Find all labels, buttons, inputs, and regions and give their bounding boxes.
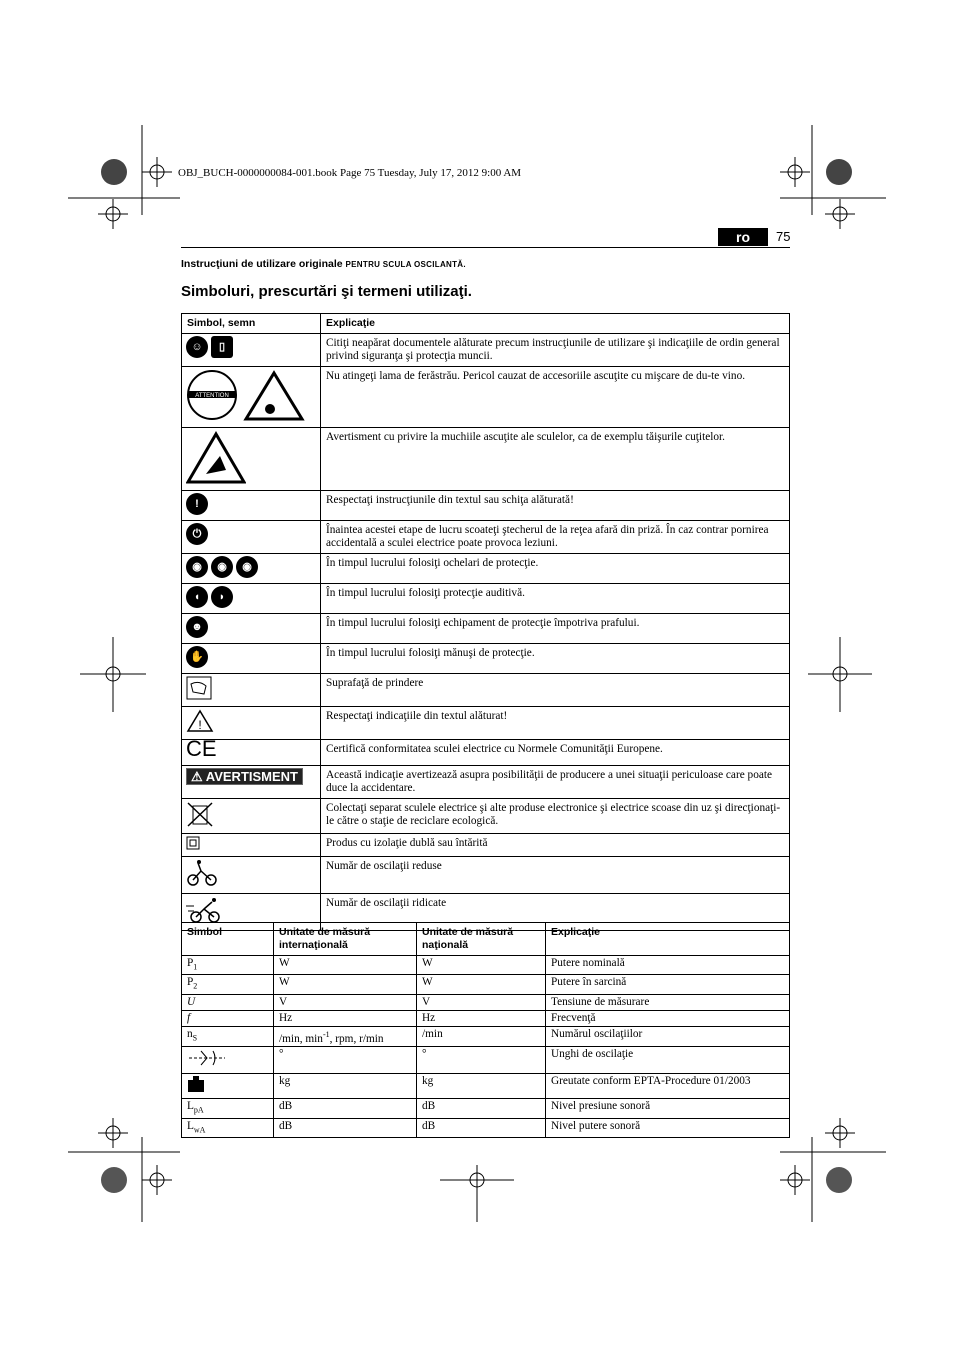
table-row <box>182 1026 790 1047</box>
attention-blade-icon <box>182 367 321 428</box>
table-row <box>182 367 790 428</box>
symbol-cell: $L_{wA}$ <box>182 1118 274 1137</box>
row-text: Număr de oscilaţii ridicate <box>321 894 790 931</box>
oscillation-angle-icon <box>182 1047 274 1074</box>
svg-text:!: ! <box>198 718 202 732</box>
explanation-cell: Nivel putere sonoră <box>546 1118 790 1137</box>
row-text: Suprafaţă de prindere <box>321 674 790 707</box>
table-row <box>182 674 790 707</box>
row-text: Număr de oscilaţii reduse <box>321 857 790 894</box>
avertisment-label: AVERTISMENT <box>205 769 299 784</box>
table-header-row <box>182 923 790 956</box>
natl-cell: ° <box>417 1047 546 1074</box>
col-header-symbol: Simbol <box>182 923 274 956</box>
intl-cell: Hz <box>274 1010 417 1026</box>
row-text: Înaintea acestei etape de lucru scoateţi ştecherul de la reţea afară din priză. În caz contrar pornirea accidentală a sculei electrice poate provoca leziuni. <box>321 521 790 554</box>
natl-cell: W <box>417 956 546 975</box>
row-text: În timpul lucrului folosiţi ochelari de protecţie. <box>321 554 790 584</box>
col-header-natl-unit: Unitate de măsură naţională <box>417 923 546 956</box>
table-row <box>182 614 790 644</box>
explanation-cell: Tensiune de măsurare <box>546 994 790 1010</box>
row-text: În timpul lucrului folosiţi protecţie auditivă. <box>321 584 790 614</box>
weee-bin-icon <box>182 799 321 834</box>
intl-cell: kg <box>274 1074 417 1099</box>
intl-cell: ° <box>274 1047 417 1074</box>
dust-mask-icon: ☻ <box>182 614 321 644</box>
symbols-table <box>181 313 790 931</box>
col-header-symbol: Simbol, semn <box>182 314 321 334</box>
natl-cell: Hz <box>417 1010 546 1026</box>
symbol-cell: $P_1$ <box>182 956 274 975</box>
table-row <box>182 834 790 857</box>
col-header-explanation: Explicaţie <box>546 923 790 956</box>
intl-cell: dB <box>274 1099 417 1118</box>
table-row <box>182 956 790 975</box>
row-text: În timpul lucrului folosiţi mănuşi de protecţie. <box>321 644 790 674</box>
warning-triangle-icon <box>182 707 321 740</box>
row-text: Produs cu izolaţie dublă sau întărită <box>321 834 790 857</box>
col-header-intl-unit: Unitate de măsură internaţională <box>274 923 417 956</box>
row-text: În timpul lucrului folosiţi echipament de protecţie împotriva prafului. <box>321 614 790 644</box>
row-text: Respectaţi indicaţiile din textul alăturat! <box>321 707 790 740</box>
table-row <box>182 491 790 521</box>
symbol-cell: $n_S$ <box>182 1026 274 1047</box>
table-row <box>182 740 790 766</box>
table-row <box>182 1074 790 1099</box>
table-row <box>182 644 790 674</box>
row-text: Respectaţi instrucţiunile din textul sau schiţa alăturată! <box>321 491 790 521</box>
grip-surface-icon <box>182 674 321 707</box>
explanation-cell: Putere nominală <box>546 956 790 975</box>
intl-cell: dB <box>274 1118 417 1137</box>
avertisment-badge: ⚠ AVERTISMENT <box>182 766 321 799</box>
ce-label: CE <box>186 736 217 761</box>
col-header-explanation: Explicaţie <box>321 314 790 334</box>
table-row <box>182 334 790 367</box>
unplug-icon: ⏻ <box>182 521 321 554</box>
table-header-row <box>182 314 790 334</box>
symbol-cell: f <box>182 1010 274 1026</box>
table-row <box>182 799 790 834</box>
double-insulation-icon <box>182 834 321 857</box>
intl-cell: W <box>274 956 417 975</box>
row-text: Avertisment cu privire la muchiile ascuţite ale sculelor, ca de exemplu tăişurile cuţitelor. <box>321 428 790 491</box>
ce-mark-icon <box>182 736 321 766</box>
natl-cell: /min <box>417 1026 546 1047</box>
attention-label: ATTENTION <box>195 393 229 399</box>
page-number: 75 <box>776 229 791 244</box>
table-row <box>182 428 790 491</box>
natl-cell: dB <box>417 1099 546 1118</box>
units-table <box>181 922 790 1138</box>
natl-cell: W <box>417 975 546 994</box>
explanation-cell: Greutate conform EPTA-Procedure 01/2003 <box>546 1074 790 1099</box>
language-badge: ro <box>718 228 768 246</box>
intro-line <box>181 258 466 270</box>
table-row <box>182 1010 790 1026</box>
explanation-cell: Numărul oscilaţiilor <box>546 1026 790 1047</box>
table-row <box>182 521 790 554</box>
table-row <box>182 1099 790 1118</box>
natl-cell: V <box>417 994 546 1010</box>
table-row <box>182 707 790 740</box>
natl-cell: dB <box>417 1118 546 1137</box>
slow-cyclist-icon <box>182 857 321 894</box>
natl-cell: kg <box>417 1074 546 1099</box>
table-row <box>182 766 790 799</box>
intro-main: Instrucţiuni de utilizare originale <box>181 258 343 270</box>
hearing-protection-icon: ◖ ◗ <box>182 584 321 614</box>
explanation-cell: Frecvenţă <box>546 1010 790 1026</box>
exclamation-icon: ! <box>182 491 321 521</box>
read-manual-icon: ☺ ▯ <box>182 334 321 367</box>
symbol-cell: $P_2$ <box>182 975 274 994</box>
table-row <box>182 857 790 894</box>
row-text: Colectaţi separat sculele electrice şi alte produse electronice şi electrice scoase din uz şi direcţionaţi-le către o staţie de reciclare ecologică. <box>321 799 790 834</box>
gloves-icon: ✋ <box>182 644 321 674</box>
table-row <box>182 975 790 994</box>
intl-cell: /min, $\min^{-1}$, rpm, r/min <box>274 1026 417 1047</box>
section-title: Simboluri, prescurtări şi termeni utilizaţi. <box>181 283 472 300</box>
row-text: Nu atingeţi lama de ferăstrău. Pericol cauzat de accesoriile ascuţite cu mişcare de du-te vino. <box>321 367 790 428</box>
table-row <box>182 554 790 584</box>
intro-small: PENTRU SCULA OSCILANTĂ. <box>345 260 466 269</box>
sharp-edge-warning-icon <box>182 428 321 491</box>
row-text: Certifică conformitatea sculei electrice cu Normele Comunităţii Europene. <box>321 740 790 766</box>
intl-cell: W <box>274 975 417 994</box>
weight-icon <box>182 1074 274 1099</box>
row-text: Această indicaţie avertizează asupra posibilităţii de producere a unei situaţii periculoase care poate duce la accidentare. <box>321 766 790 799</box>
table-row <box>182 994 790 1010</box>
table-row <box>182 584 790 614</box>
explanation-cell: Nivel presiune sonoră <box>546 1099 790 1118</box>
symbol-cell: $L_{pA}$ <box>182 1099 274 1118</box>
symbol-cell: U <box>182 994 274 1010</box>
intl-cell: V <box>274 994 417 1010</box>
row-text: Citiţi neapărat documentele alăturate precum instrucţiunile de utilizare şi indicaţiile de ordin general privind siguranţa şi protecţia muncii. <box>321 334 790 367</box>
eye-protection-icon: ◉ ◉ ◉ <box>182 554 321 584</box>
print-header: OBJ_BUCH-0000000084-001.book Page 75 Tuesday, July 17, 2012 9:00 AM <box>178 167 522 179</box>
header-rule <box>181 247 790 248</box>
explanation-cell: Putere în sarcină <box>546 975 790 994</box>
table-row <box>182 1047 790 1074</box>
table-row <box>182 1118 790 1137</box>
explanation-cell: Unghi de oscilaţie <box>546 1047 790 1074</box>
